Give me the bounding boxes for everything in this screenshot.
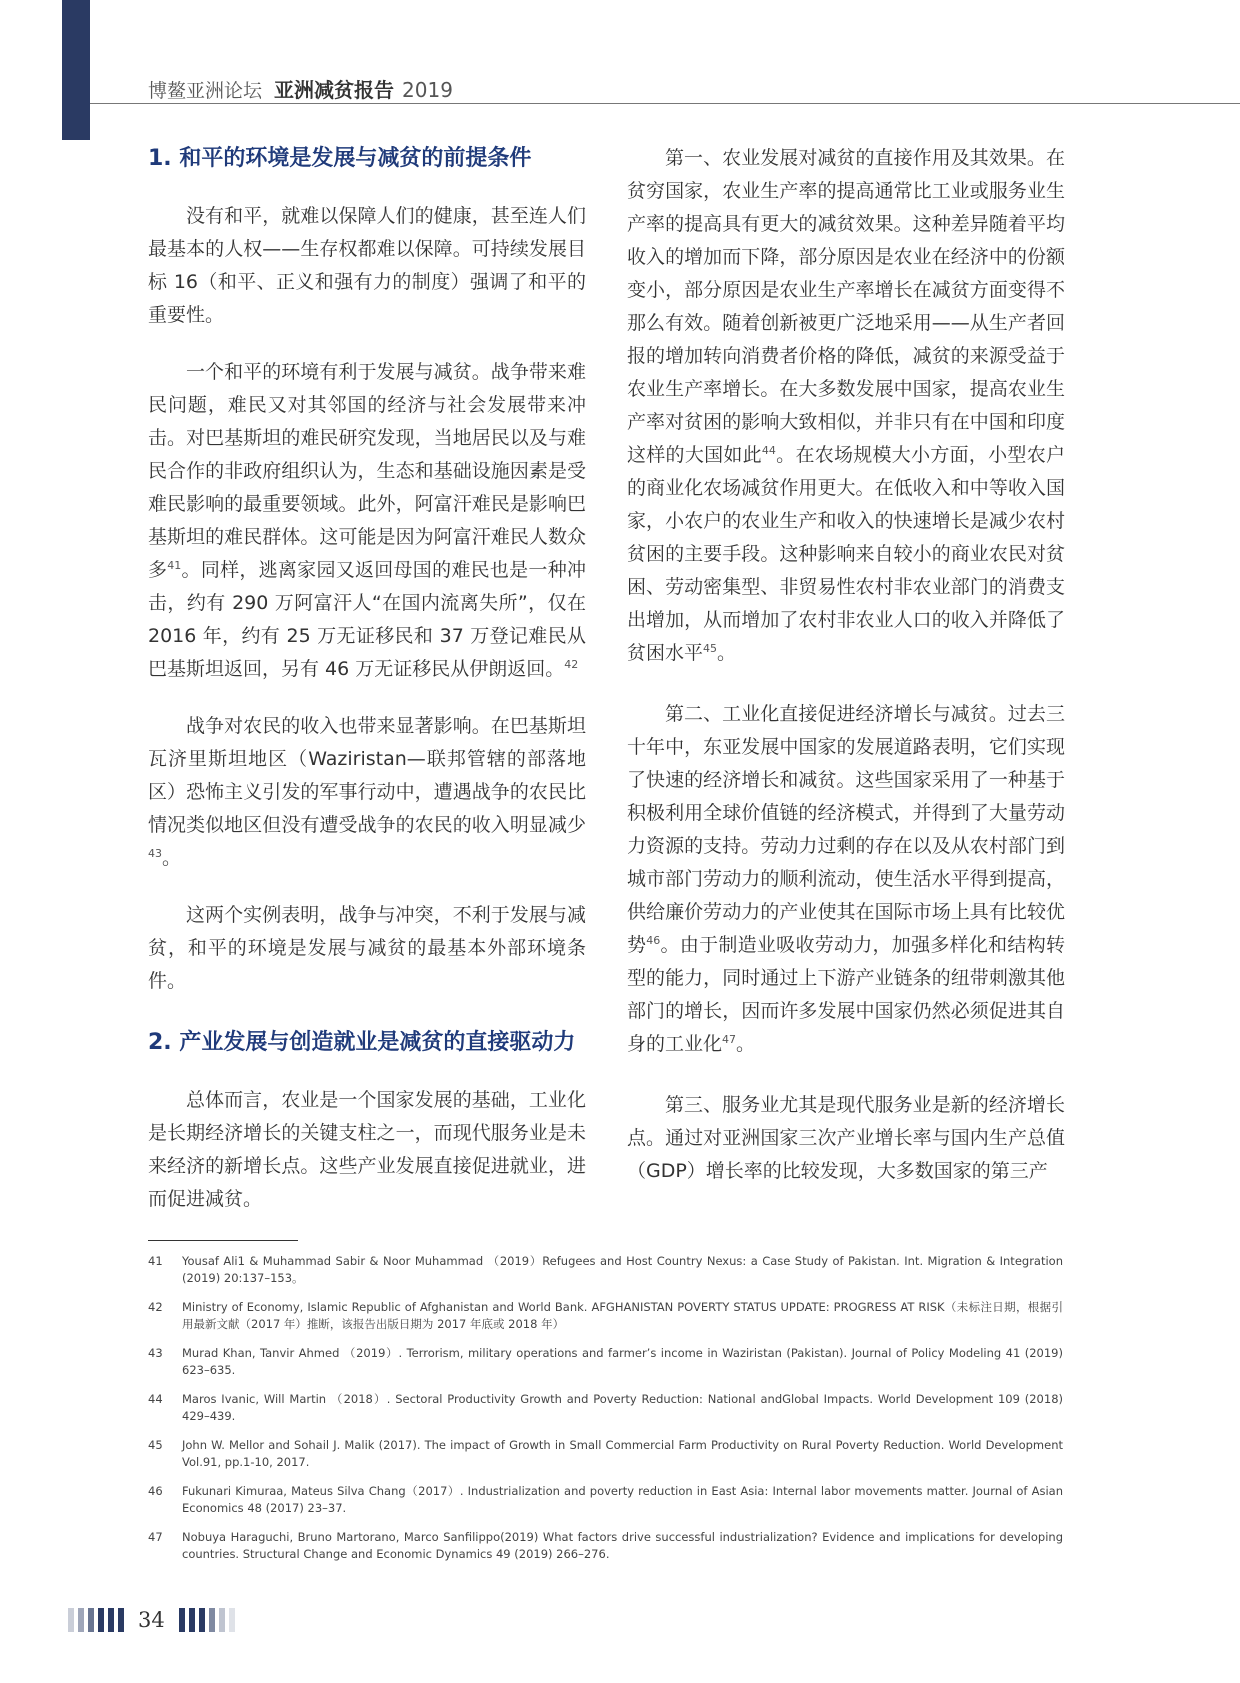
- footnote: [148, 1483, 1063, 1517]
- paragraph-text: 。: [162, 847, 182, 869]
- paragraph: 没有和平，就难以保障人们的健康，甚至连人们最基本的人权——生存权都难以保障。可持续发展目标 16（和平、正义和强有力的制度）强调了和平的重要性。: [148, 205, 586, 326]
- right-column: [627, 142, 1065, 1188]
- footnote-ref[interactable]: 47: [722, 1033, 737, 1046]
- section-heading-1: 1. 和平的环境是发展与减贫的前提条件: [148, 146, 532, 171]
- paragraph-text: 战争对农民的收入也带来显著影响。在巴基斯坦瓦济里斯坦地区（Waziristan—联邦管辖的部落地区）恐怖主义引发的军事行动中，遭遇战争的农民比情况类似地区但没有遭受战争的农民的收入明显减少: [148, 715, 586, 836]
- footer-decoration-left: [68, 1608, 124, 1632]
- footnote-number: 47: [148, 1530, 163, 1544]
- left-column: [148, 142, 586, 1216]
- paragraph-text: 。: [717, 642, 737, 664]
- footnote-ref[interactable]: 46: [646, 934, 661, 947]
- footnote-ref[interactable]: 43: [148, 847, 162, 860]
- footnotes: [148, 1253, 1063, 1575]
- footnote: [148, 1299, 1063, 1333]
- footnote-text: Fukunari Kimuraa, Mateus Silva Chang（2017）. Industrialization and poverty reduction in East Asia: Internal labor movements matter. Journal of Asian Economics 48 (2017) 23–37.: [182, 1484, 1063, 1515]
- paragraph-text: 。同样，逃离家园又返回母国的难民也是一种冲击，约有 290 万阿富汗人“在国内流离失所”，仅在 2016 年，约有 25 万无证移民和 37 万登记难民从巴基斯坦返回，另有 46 万无证移民从伊朗返回。: [148, 559, 586, 680]
- paragraph: 总体而言，农业是一个国家发展的基础，工业化是长期经济增长的关键支柱之一，而现代服务业是未来经济的新增长点。这些产业发展直接促进就业，进而促进减贫。: [148, 1089, 586, 1210]
- footnote-ref[interactable]: 44: [761, 444, 776, 457]
- paragraph-text: 第二、工业化直接促进经济增长与减贫。过去三十年中，东亚发展中国家的发展道路表明，它们实现了快速的经济增长和减贫。这些国家采用了一种基于积极利用全球价值链的经济模式，并得到了大量劳动力资源的支持。劳动力过剩的存在以及从农村部门到城市部门劳动力的顺利流动，使生活水平得到提高，供给廉价劳动力的产业使其在国际市场上具有比较优势: [627, 703, 1065, 956]
- footnote-number: 46: [148, 1484, 163, 1498]
- header-report-title: 亚洲减贫报告: [274, 78, 395, 102]
- footnote-number: 43: [148, 1346, 163, 1360]
- paragraph-text: 。: [736, 1033, 756, 1055]
- paragraph: [627, 698, 1065, 1061]
- side-accent-bar: [62, 0, 90, 140]
- footnote: [148, 1391, 1063, 1425]
- paragraph: 这两个实例表明，战争与冲突，不利于发展与减贫，和平的环境是发展与减贫的最基本外部环境条件。: [148, 904, 586, 992]
- paragraph: [148, 356, 586, 686]
- footnote-ref[interactable]: 41: [167, 559, 182, 572]
- footnote-number: 42: [148, 1300, 163, 1314]
- footnote-text: Murad Khan, Tanvir Ahmed （2019）. Terrorism, military operations and farmer’s income in Waziristan (Pakistan). Journal of Policy Modeling 41 (2019) 623–635.: [182, 1346, 1063, 1377]
- footer-decoration-right: [179, 1608, 235, 1632]
- footnote: [148, 1529, 1063, 1563]
- footnote-ref[interactable]: 42: [564, 658, 579, 671]
- header-year: 2019: [402, 78, 453, 102]
- footnote: [148, 1253, 1063, 1287]
- section-heading-2: 2. 产业发展与创造就业是减贫的直接驱动力: [148, 1030, 576, 1055]
- page-footer: [68, 1607, 235, 1633]
- footnote-text: Ministry of Economy, Islamic Republic of Afghanistan and World Bank. AFGHANISTAN POVERTY STATUS UPDATE: PROGRESS AT RISK（未标注日期，根据引用最新文献（2017 年）推断，该报告出版日期为 2017 年底或 2018 年）: [182, 1300, 1063, 1331]
- footnote: [148, 1437, 1063, 1471]
- footnote-text: John W. Mellor and Sohail J. Malik (2017). The impact of Growth in Small Commercial Farm Productivity on Rural Poverty Reduction. World Development Vol.91, pp.1-10, 2017.: [182, 1438, 1063, 1469]
- footnote-number: 44: [148, 1392, 163, 1406]
- paragraph: [148, 710, 586, 875]
- footnote-text: Maros Ivanic, Will Martin （2018）. Sectoral Productivity Growth and Poverty Reduction: National andGlobal Impacts. World Development 109 (2018) 429–439.: [182, 1392, 1063, 1423]
- header-rule: [90, 103, 1240, 104]
- paragraph-text: 。由于制造业吸收劳动力，加强多样化和结构转型的能力，同时通过上下游产业链条的纽带刺激其他部门的增长，因而许多发展中国家仍然必须促进其自身的工业化: [627, 934, 1065, 1055]
- page-number: 34: [138, 1608, 165, 1632]
- footnote-rule: [148, 1240, 298, 1241]
- footnote-number: 41: [148, 1254, 163, 1268]
- paragraph: 第三、服务业尤其是现代服务业是新的经济增长点。通过对亚洲国家三次产业增长率与国内生产总值（GDP）增长率的比较发现，大多数国家的第三产: [627, 1094, 1065, 1182]
- running-header: [148, 74, 453, 103]
- footnote: [148, 1345, 1063, 1379]
- paragraph-text: 一个和平的环境有利于发展与减贫。战争带来难民问题，难民又对其邻国的经济与社会发展带来冲击。对巴基斯坦的难民研究发现，当地居民以及与难民合作的非政府组织认为，生态和基础设施因素是受难民影响的最重要领域。此外，阿富汗难民是影响巴基斯坦的难民群体。这可能是因为阿富汗难民人数众多: [148, 361, 586, 581]
- paragraph-text: 第一、农业发展对减贫的直接作用及其效果。在贫穷国家，农业生产率的提高通常比工业或服务业生产率的提高具有更大的减贫效果。这种差异随着平均收入的增加而下降，部分原因是农业在经济中的份额变小，部分原因是农业生产率增长在减贫方面变得不那么有效。随着创新被更广泛地采用——从生产者回报的增加转向消费者价格的降低，减贫的来源受益于农业生产率增长。在大多数发展中国家，提高农业生产率对贫困的影响大致相似，并非只有在中国和印度这样的大国如此: [627, 147, 1065, 466]
- footnote-number: 45: [148, 1438, 163, 1452]
- footnote-text: Nobuya Haraguchi, Bruno Martorano, Marco Sanfilippo(2019) What factors drive successful industrialization? Evidence and implications for developing countries. Structural Change and Economic Dynamics 49 (2019) 266–276.: [182, 1530, 1063, 1561]
- footnote-text: Yousaf Ali1 & Muhammad Sabir & Noor Muhammad （2019）Refugees and Host Country Nexus: a Case Study of Pakistan. Int. Migration & Integration (2019) 20:137–153。: [182, 1254, 1063, 1285]
- header-publisher: 博鳌亚洲论坛: [148, 80, 263, 102]
- footnote-ref[interactable]: 45: [703, 642, 718, 655]
- paragraph-text: 。在农场规模大小方面，小型农户的商业化农场减贫作用更大。在低收入和中等收入国家，小农户的农业生产和收入的快速增长是减少农村贫困的主要手段。这种影响来自较小的商业农民对贫困、劳动密集型、非贸易性农村非农业部门的消费支出增加，从而增加了农村非农业人口的收入并降低了贫困水平: [627, 444, 1065, 664]
- paragraph: [627, 142, 1065, 670]
